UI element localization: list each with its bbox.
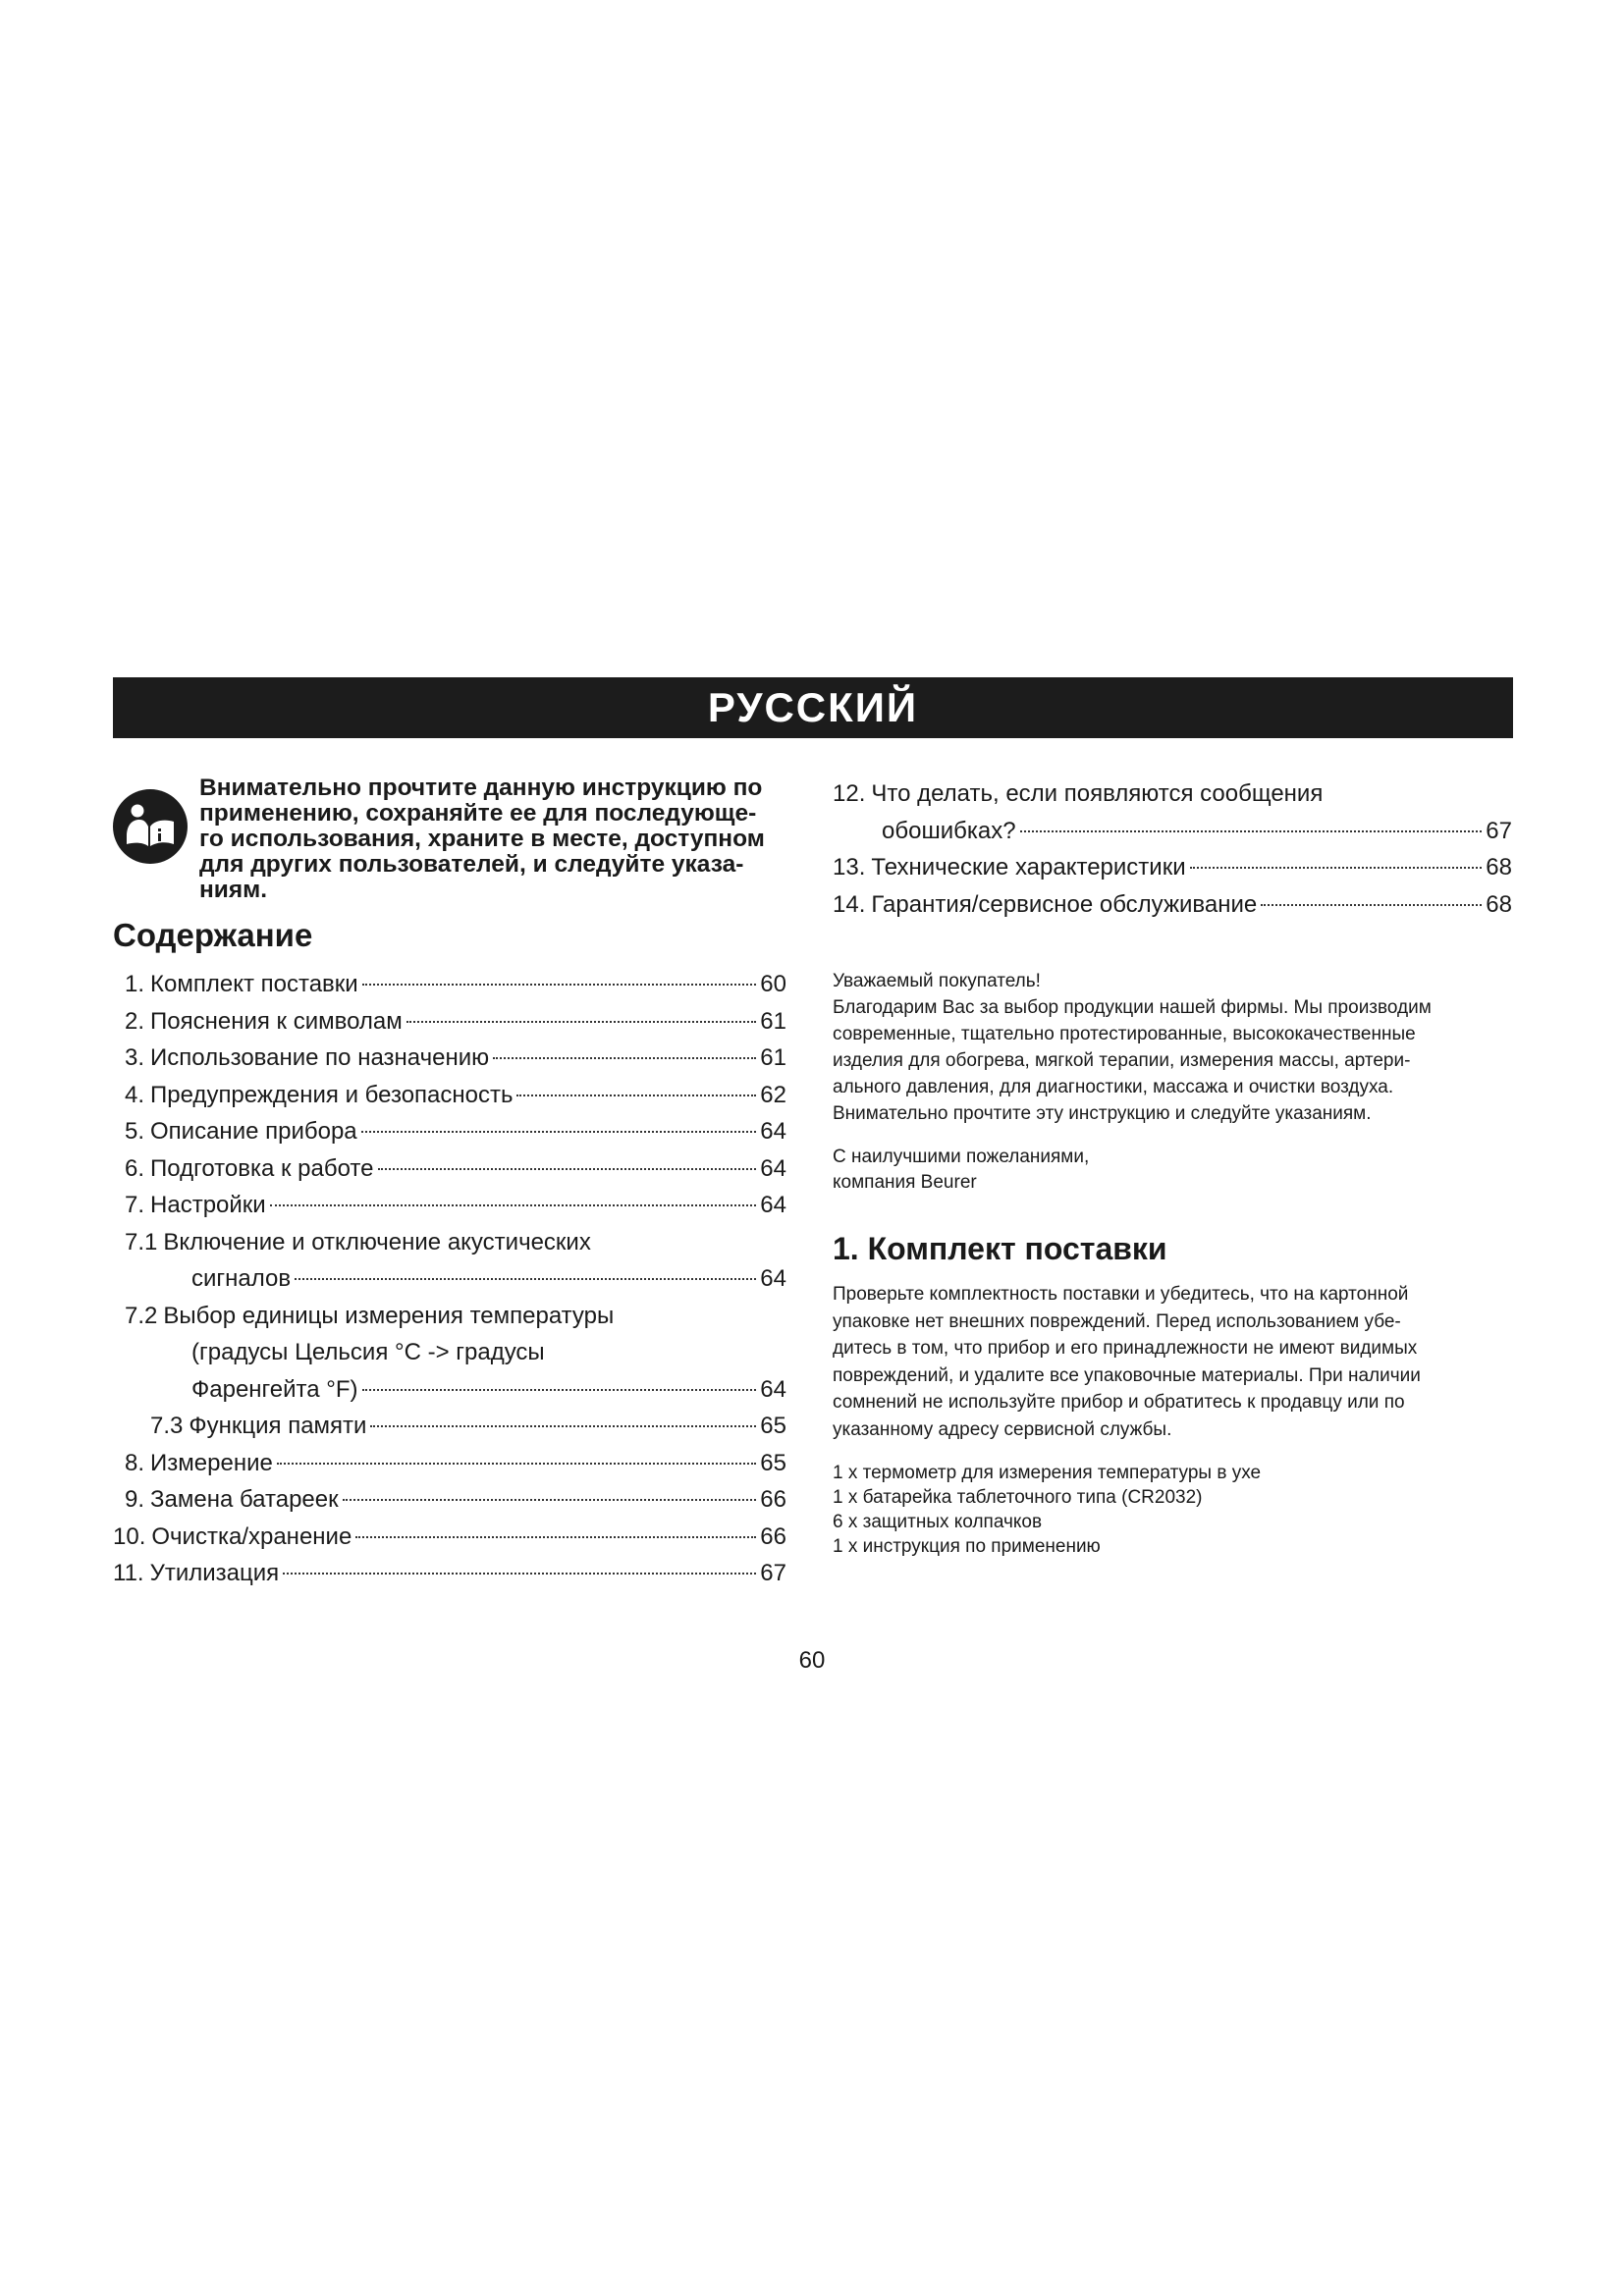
toc-title: Замена батареек	[150, 1486, 339, 1513]
left-column	[113, 775, 786, 1592]
toc-number: 12.	[833, 780, 866, 807]
body-line: Проверьте комплектность поставки и убедитесь, что на картонной	[833, 1284, 1409, 1305]
toc-title: Включение и отключение акустических	[163, 1228, 591, 1255]
notice-line: го использования, храните в месте, доступном	[199, 826, 765, 852]
toc-page: 61	[760, 1007, 786, 1035]
toc-number: 7.	[125, 1192, 145, 1218]
toc-leader	[493, 1056, 756, 1059]
toc-leader	[362, 983, 757, 986]
toc-title: Комплект поставки	[150, 971, 358, 997]
body-line: дитесь в том, что прибор и его принадлежности не имеют видимых	[833, 1338, 1418, 1359]
toc-heading: Содержание	[113, 917, 313, 953]
toc-entry-12-line1[interactable]	[833, 775, 1512, 813]
delivery-list	[833, 1461, 1512, 1559]
section-1-body	[833, 1281, 1512, 1443]
greeting-line: Уважаемый покупатель!	[833, 971, 1041, 991]
toc-page: 60	[760, 971, 786, 997]
toc-page: 64	[760, 1375, 786, 1403]
signature-line: С наилучшими пожеланиями,	[833, 1147, 1090, 1167]
toc-leader	[361, 1130, 757, 1133]
page-number: 60	[798, 1647, 826, 1674]
toc-title: Настройки	[150, 1192, 266, 1218]
toc-list-left	[113, 966, 786, 1592]
toc-title: Утилизация	[149, 1560, 280, 1586]
toc-leader	[516, 1094, 756, 1096]
toc-leader	[295, 1277, 756, 1280]
toc-entry-11[interactable]	[113, 1555, 786, 1592]
toc-page: 67	[760, 1560, 786, 1586]
toc-title: Подготовка к работе	[150, 1154, 374, 1182]
toc-page: 66	[760, 1522, 786, 1550]
language-banner	[113, 677, 1513, 738]
toc-entry-7-2-line3[interactable]	[113, 1371, 786, 1409]
toc-page: 62	[760, 1081, 786, 1108]
notice-line: ниям.	[199, 877, 268, 903]
toc-page: 68	[1486, 890, 1512, 918]
toc-entry-7-1-line1[interactable]	[113, 1224, 786, 1261]
toc-number: 7.3	[150, 1413, 184, 1439]
greeting-line: Благодарим Вас за выбор продукции нашей фирмы. Мы производим	[833, 997, 1432, 1018]
toc-page: 61	[760, 1044, 786, 1071]
toc-leader	[277, 1462, 756, 1465]
greeting-paragraph	[833, 968, 1512, 1127]
toc-number: 10.	[113, 1522, 146, 1550]
toc-entry-3[interactable]	[113, 1040, 786, 1077]
notice-line: для других пользователей, и следуйте указа-	[199, 851, 744, 878]
toc-number: 3.	[125, 1044, 145, 1071]
toc-leader	[1190, 866, 1483, 869]
toc-title: Технические характеристики	[871, 854, 1186, 881]
language-title: РУССКИЙ	[707, 684, 919, 730]
toc-entry-7-2-line1[interactable]	[113, 1298, 786, 1335]
toc-entry-7-3[interactable]	[113, 1408, 786, 1445]
toc-page: 65	[760, 1413, 786, 1439]
toc-page: 64	[760, 1118, 786, 1145]
right-column	[833, 775, 1512, 1559]
toc-number: 11.	[113, 1560, 144, 1586]
body-line: повреждений, и удалите все упаковочные материалы. При наличии	[833, 1364, 1421, 1386]
notice-block	[113, 775, 786, 903]
read-manual-icon	[113, 789, 188, 864]
toc-leader	[1261, 903, 1482, 906]
toc-number: 1.	[125, 971, 145, 997]
toc-title: Фаренгейта °F)	[191, 1375, 358, 1403]
delivery-item: 1 x батарейка таблеточного типа (CR2032)	[833, 1487, 1203, 1508]
greeting-line: ального давления, для диагностики, массажа и очистки воздуха.	[833, 1077, 1394, 1097]
toc-number: 4.	[125, 1081, 145, 1108]
greeting-line: изделия для обогрева, мягкой терапии, измерения массы, артери-	[833, 1050, 1411, 1071]
body-line: сомнений не используйте прибор и обратитесь к продавцу или по	[833, 1392, 1405, 1413]
toc-entry-10[interactable]	[113, 1519, 786, 1556]
toc-entry-1[interactable]	[113, 966, 786, 1003]
notice-text	[199, 775, 765, 903]
toc-title: Пояснения к символам	[150, 1007, 403, 1035]
toc-entry-7[interactable]	[113, 1187, 786, 1224]
toc-entry-8[interactable]	[113, 1445, 786, 1482]
toc-title: сигналов	[191, 1265, 292, 1292]
toc-number: 8.	[125, 1449, 145, 1476]
toc-entry-7-1-line2[interactable]	[113, 1260, 786, 1298]
toc-page: 64	[760, 1265, 786, 1292]
toc-number: 13.	[833, 854, 866, 881]
toc-title: Описание прибора	[150, 1118, 357, 1145]
delivery-item: 1 x инструкция по применению	[833, 1536, 1101, 1557]
toc-leader	[370, 1424, 756, 1427]
notice-line: Внимательно прочтите данную инструкцию по	[199, 774, 763, 801]
signature-line: компания Beurer	[833, 1172, 977, 1193]
toc-leader	[378, 1167, 757, 1170]
toc-title: Выбор единицы измерения температуры	[163, 1302, 615, 1329]
toc-entry-5[interactable]	[113, 1113, 786, 1150]
toc-title: Использование по назначению	[150, 1044, 490, 1071]
section-1-title: 1. Комплект поставки	[833, 1231, 1167, 1266]
toc-number: 14.	[833, 890, 866, 918]
toc-leader	[270, 1203, 757, 1206]
delivery-item: 6 x защитных колпачков	[833, 1512, 1043, 1532]
toc-title: (градусы Цельсия °C -> градусы	[191, 1339, 545, 1365]
toc-entry-9[interactable]	[113, 1481, 786, 1519]
toc-entry-2[interactable]	[113, 1003, 786, 1041]
toc-entry-14[interactable]	[833, 886, 1512, 924]
toc-number: 6.	[125, 1154, 145, 1182]
greeting-line: Внимательно прочтите эту инструкцию и следуйте указаниям.	[833, 1103, 1372, 1124]
toc-leader	[1020, 829, 1483, 832]
toc-entry-7-2-line2[interactable]	[113, 1334, 786, 1371]
toc-title: Предупреждения и безопасность	[150, 1081, 514, 1108]
toc-title: Очистка/хранение	[151, 1522, 352, 1550]
delivery-item: 1 x термометр для измерения температуры в ухе	[833, 1463, 1262, 1483]
toc-number: 5.	[125, 1118, 145, 1145]
toc-title: Что делать, если появляются сообщения	[871, 780, 1324, 807]
toc-number: 7.2	[125, 1302, 158, 1329]
toc-leader	[355, 1535, 756, 1538]
toc-title: Функция памяти	[189, 1413, 367, 1439]
toc-leader	[406, 1020, 757, 1023]
toc-title: Гарантия/сервисное обслуживание	[871, 890, 1258, 918]
toc-title: обошибках?	[882, 817, 1016, 844]
toc-entry-4[interactable]	[113, 1077, 786, 1114]
toc-number: 2.	[125, 1007, 145, 1035]
body-line: указанному адресу сервисной службы.	[833, 1418, 1172, 1440]
signature	[833, 1145, 1512, 1196]
toc-page: 64	[760, 1154, 786, 1182]
toc-entry-12-line2[interactable]	[833, 813, 1512, 850]
toc-leader	[283, 1572, 756, 1575]
toc-leader	[362, 1388, 757, 1391]
toc-entry-13[interactable]	[833, 849, 1512, 886]
toc-leader	[343, 1498, 757, 1501]
toc-page: 66	[760, 1486, 786, 1513]
notice-line: применению, сохраняйте ее для последующе-	[199, 800, 757, 827]
toc-page: 67	[1486, 817, 1512, 844]
greeting-line: современные, тщательно протестированные, высококачественные	[833, 1024, 1416, 1044]
toc-page: 65	[760, 1449, 786, 1476]
toc-title: Измерение	[150, 1449, 273, 1476]
toc-number: 9.	[125, 1486, 145, 1513]
toc-list-right	[833, 775, 1512, 923]
body-line: упаковке нет внешних повреждений. Перед использованием убе-	[833, 1310, 1401, 1332]
toc-page: 64	[760, 1192, 786, 1218]
toc-entry-6[interactable]	[113, 1150, 786, 1188]
toc-number: 7.1	[125, 1228, 158, 1255]
toc-page: 68	[1486, 854, 1512, 881]
